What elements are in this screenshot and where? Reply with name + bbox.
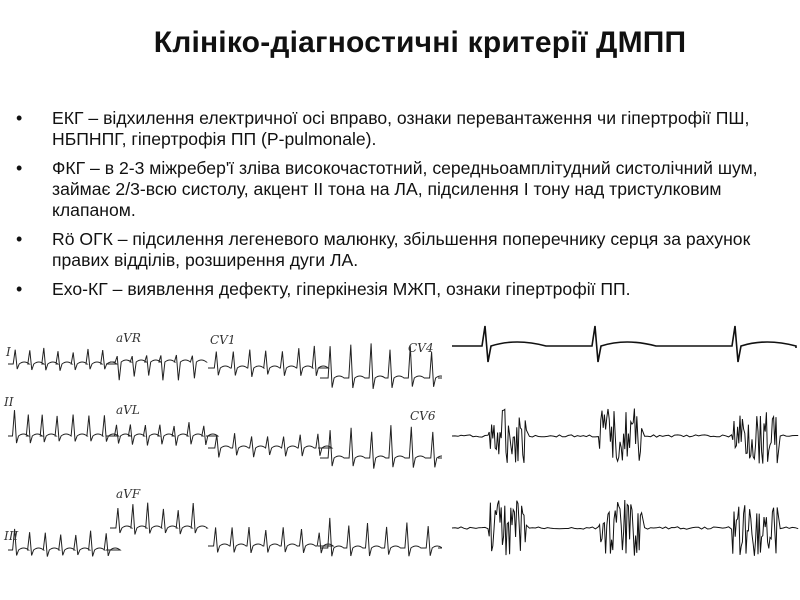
phonocardiogram-image [446, 318, 800, 600]
ecg-tracing-image [0, 318, 442, 600]
lead-label-cv4: CV4 [408, 341, 434, 355]
criterion-echo: • Ехо-КГ – виявлення дефекту, гіперкінезія МЖП, ознаки гіпертрофії ПП. [16, 279, 796, 300]
lead-label-avl: aVL [116, 403, 140, 417]
lead-label-ii: II [4, 395, 14, 409]
criterion-pcg: • ФКГ – в 2-3 міжребер'ї зліва високочастотний, середньоамплітудний систолічний шум, займає 2/3-всю систолу, акцент ІІ тона на ЛА, підсилення І тону над тристулковим клапаном. [16, 158, 796, 221]
lead-label-avr: aVR [116, 331, 141, 345]
lead-label-cv1: CV1 [210, 333, 236, 347]
criterion-xray: • Rö ОГК – підсилення легеневого малюнку, збільшення поперечнику серця за рахунок правих відділів, розширення дуги ЛА. [16, 229, 796, 271]
criterion-ecg: • ЕКГ – відхилення електричної осі вправо, ознаки перевантаження чи гіпертрофії ПШ, НБПНПГ, гіпертрофія ПП (P-pulmonale). [16, 108, 796, 150]
lead-label-iii: III [4, 529, 19, 543]
slide-title: Клініко-діагностичні критерії ДМПП [153, 26, 687, 59]
lead-label-avf: aVF [116, 487, 141, 501]
lead-label-i: I [6, 345, 11, 359]
criteria-list [16, 108, 796, 308]
lead-label-cv6: CV6 [410, 409, 436, 423]
